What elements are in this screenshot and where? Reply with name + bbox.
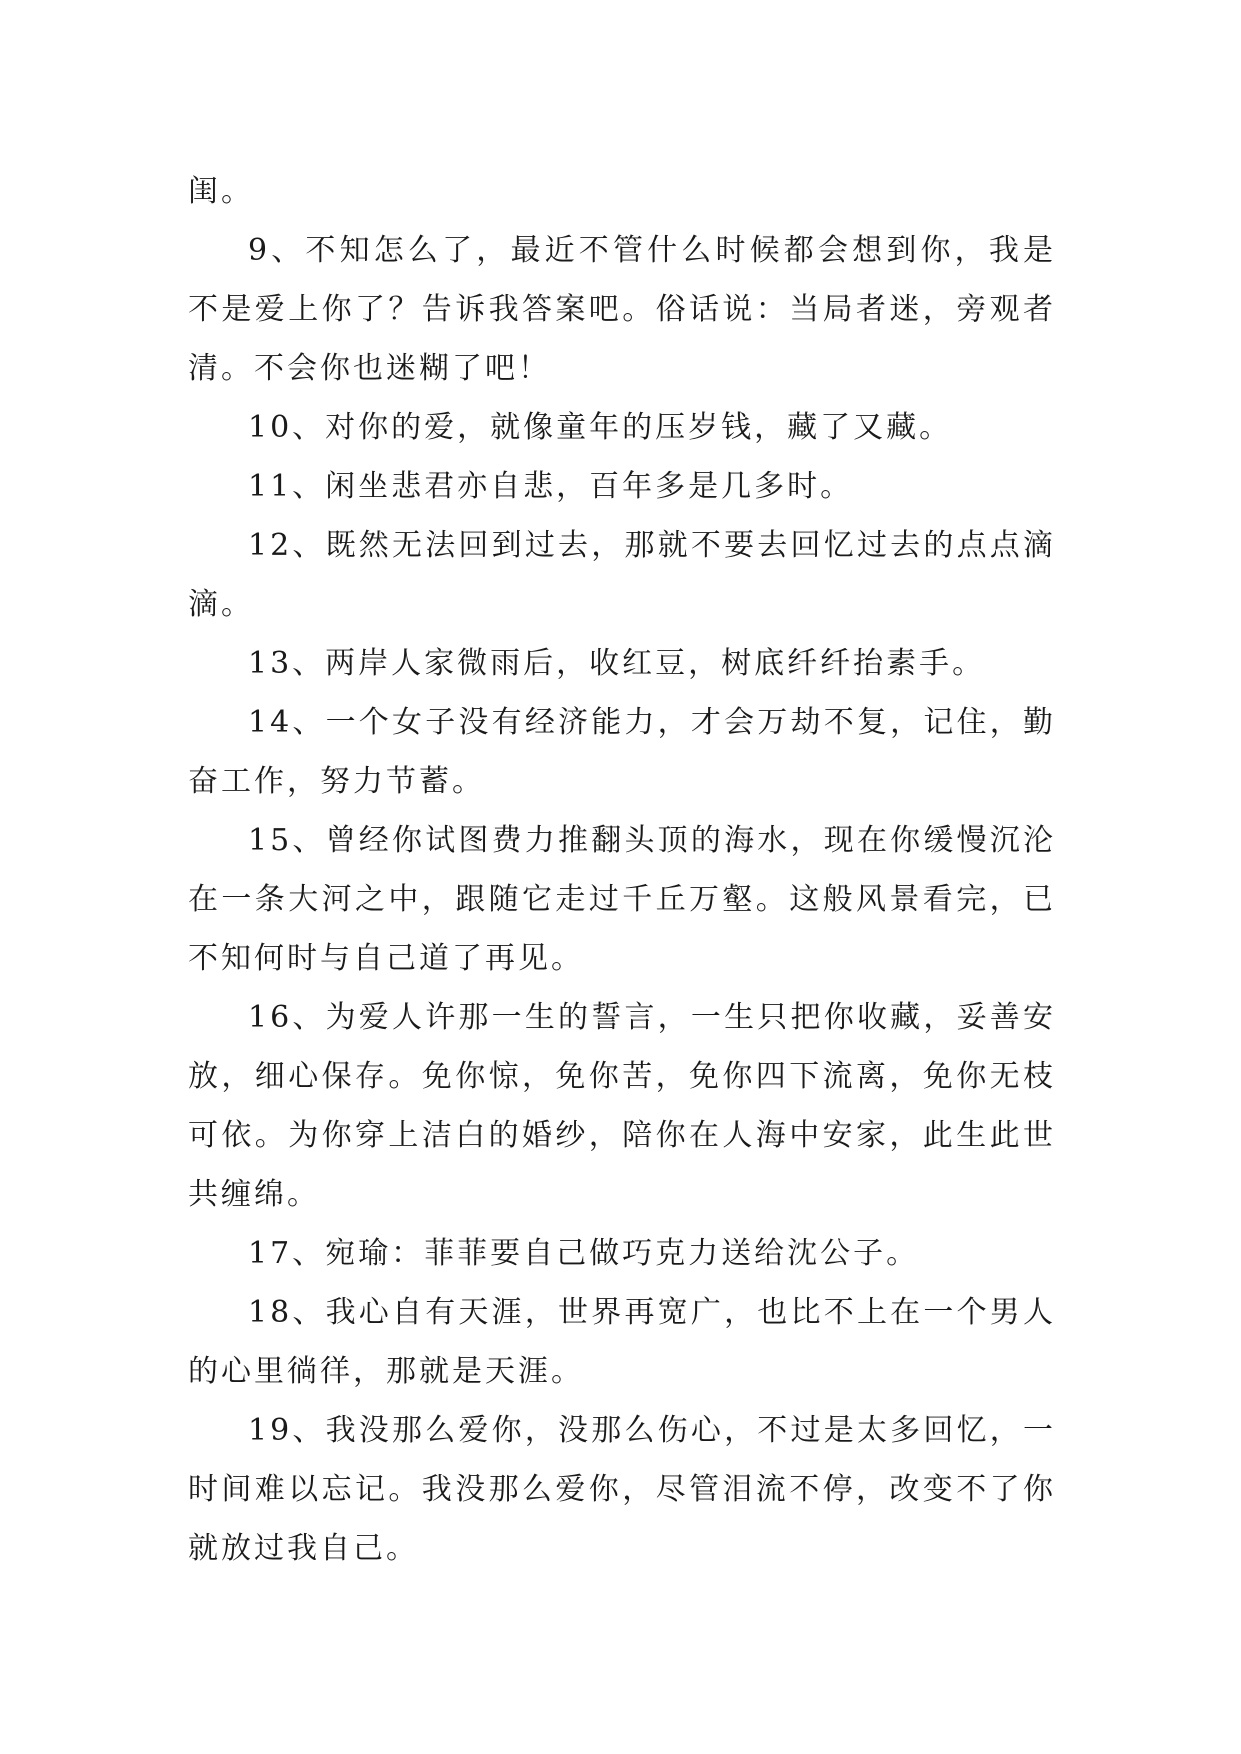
paragraph-10: 10、对你的爱，就像童年的压岁钱，藏了又藏。 <box>248 410 953 445</box>
paragraph-17: 17、宛瑜：菲菲要自己做巧克力送给沈公子。 <box>248 1236 920 1271</box>
paragraph-12: 12、既然无法回到过去，那就不要去回忆过去的点点滴滴。 <box>188 528 1056 622</box>
paragraph-9: 9、不知怎么了，最近不管什么时候都会想到你，我是不是爱上你了？告诉我答案吧。俗话说：当局者迷，旁观者清。不会你也迷糊了吧！ <box>188 233 1056 386</box>
paragraph-18: 18、我心自有天涯，世界再宽广，也比不上在一个男人的心里徜徉，那就是天涯。 <box>188 1295 1056 1389</box>
paragraph-11: 11、闲坐悲君亦自悲，百年多是几多时。 <box>248 469 854 504</box>
paragraph-19: 19、我没那么爱你，没那么伤心，不过是太多回忆，一时间难以忘记。我没那么爱你，尽管泪流不停，改变不了你就放过我自己。 <box>188 1413 1056 1566</box>
paragraph-14: 14、一个女子没有经济能力，才会万劫不复，记住，勤奋工作，努力节蓄。 <box>188 705 1056 799</box>
paragraph-16: 16、为爱人许那一生的誓言，一生只把你收藏，妥善安放，细心保存。免你惊，免你苦，免你四下流离，免你无枝可依。为你穿上洁白的婚纱，陪你在人海中安家，此生此世共缠绵。 <box>188 1000 1056 1212</box>
paragraph-13: 13、两岸人家微雨后，收红豆，树底纤纤抬素手。 <box>248 646 986 681</box>
paragraph-15: 15、曾经你试图费力推翻头顶的海水，现在你缓慢沉沦在一条大河之中，跟随它走过千丘万壑。这般风景看完，已不知何时与自己道了再见。 <box>188 823 1056 976</box>
document-body <box>188 162 1056 1578</box>
paragraph-8-continuation: 闺。 <box>188 174 254 209</box>
